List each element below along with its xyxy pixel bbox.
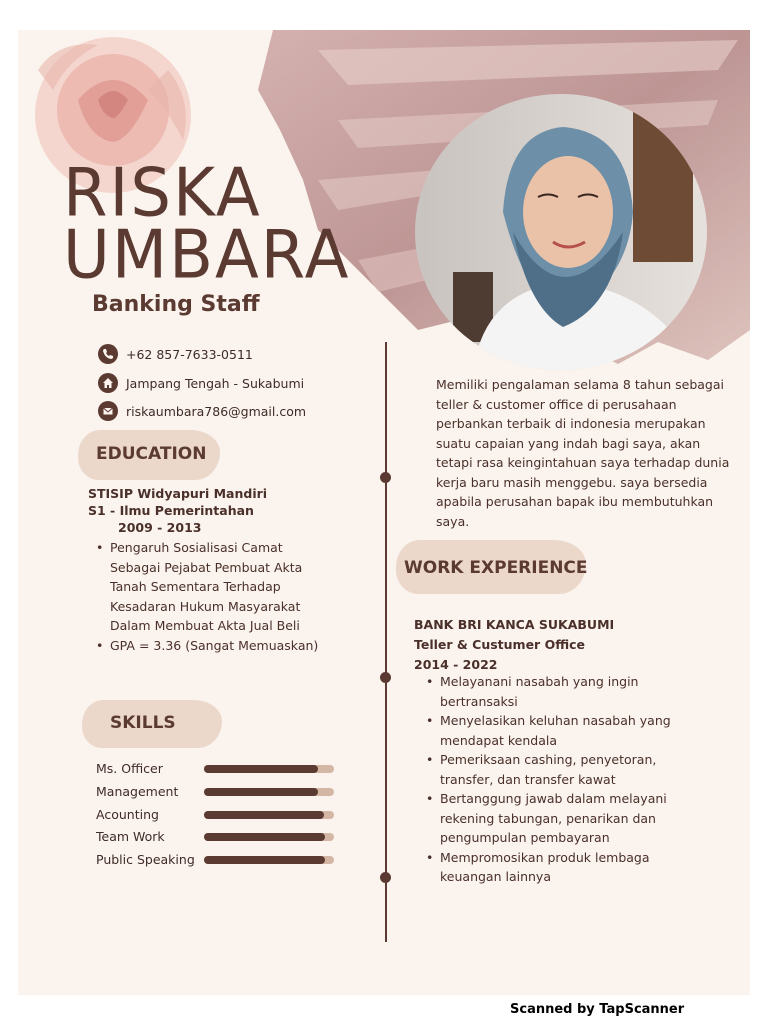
first-name: RISKA [63, 154, 262, 233]
about-text: Memiliki pengalaman selama 8 tahun sebagai teller & customer office di perusahaan perbankan terbaik di indonesia merupakan suatu capaian yang indah bagi saya, akan tetapi rasa keingintahuan saya terhadap dunia kerja baru masih menggebu. saya bersedia apabila perusahan bapak ibu membutuhkan saya. [436, 377, 730, 529]
skill-bar [204, 856, 334, 864]
resume-page [18, 30, 750, 995]
skill-bar-fill [204, 811, 324, 819]
work-header [414, 615, 694, 675]
skills-heading: SKILLS [110, 713, 176, 733]
home-icon [98, 373, 118, 393]
skill-bar [204, 833, 334, 841]
skill-name: Team Work [96, 829, 165, 844]
skill-bar-fill [204, 856, 325, 864]
profile-photo [413, 92, 709, 372]
work-position: Teller & Custumer Office [414, 637, 586, 652]
skill-name: Acounting [96, 807, 159, 822]
skill-name: Public Speaking [96, 852, 195, 867]
work-duty-item: • Bertanggung jawab dalam melayani rekening tabungan, penarikan dan pengumpulan pembayaran [418, 789, 678, 848]
skill-bar [204, 788, 334, 796]
education-list [88, 538, 328, 655]
work-duty-item: • Pemeriksaan cashing, penyetoran, transfer, dan transfer kawat [418, 750, 678, 789]
skill-bar-fill [204, 788, 318, 796]
timeline-dot [380, 872, 391, 883]
work-duties-list [418, 672, 678, 887]
skill-bar-fill [204, 765, 318, 773]
contact-email [98, 400, 306, 422]
timeline-dot [380, 672, 391, 683]
work-heading: WORK EXPERIENCE [404, 558, 588, 578]
scanner-footer: Scanned by TapScanner [510, 1002, 685, 1017]
timeline-dot [380, 472, 391, 483]
work-duty-item: • Mempromosikan produk lembaga keuangan lainnya [418, 848, 678, 887]
email-text: riskaumbara786@gmail.com [126, 403, 307, 419]
address-text: Jampang Tengah - Sukabumi [126, 375, 305, 391]
work-duty-item: • Menyelasikan keluhan nasabah yang mendapat kendala [418, 711, 678, 750]
education-section [88, 485, 328, 655]
education-school: STISIP Widyapuri Mandiri [88, 486, 268, 501]
work-duties [418, 672, 678, 887]
education-heading: EDUCATION [96, 444, 207, 464]
skill-name: Management [96, 784, 179, 799]
skill-bar [204, 765, 334, 773]
skill-name: Ms. Officer [96, 761, 163, 776]
education-item: • Pengaruh Sosialisasi Camat Sebagai Pejabat Pembuat Akta Tanah Sementara Terhadap Kesadaran Hukum Masyarakat Dalam Membuat Akta Jual Beli [88, 538, 328, 636]
phone-icon [98, 344, 118, 364]
work-years: 2014 - 2022 [414, 657, 498, 672]
work-company: BANK BRI KANCA SUKABUMI [414, 617, 615, 632]
mail-icon [98, 401, 118, 421]
education-degree: S1 - Ilmu Pemerintahan [88, 503, 254, 518]
skill-bar-fill [204, 833, 325, 841]
education-item: • GPA = 3.36 (Sangat Memuaskan) [88, 636, 328, 656]
contact-address [98, 372, 304, 394]
last-name: UMBARA [63, 216, 351, 295]
role-title: Banking Staff [92, 292, 260, 317]
phone-text: +62 857-7633-0511 [126, 346, 253, 362]
timeline-line [385, 342, 387, 942]
skill-bar [204, 811, 334, 819]
work-duty-item: • Melayanani nasabah yang ingin bertransaksi [418, 672, 678, 711]
education-years: 2009 - 2013 [118, 520, 202, 535]
contact-phone [98, 343, 253, 365]
